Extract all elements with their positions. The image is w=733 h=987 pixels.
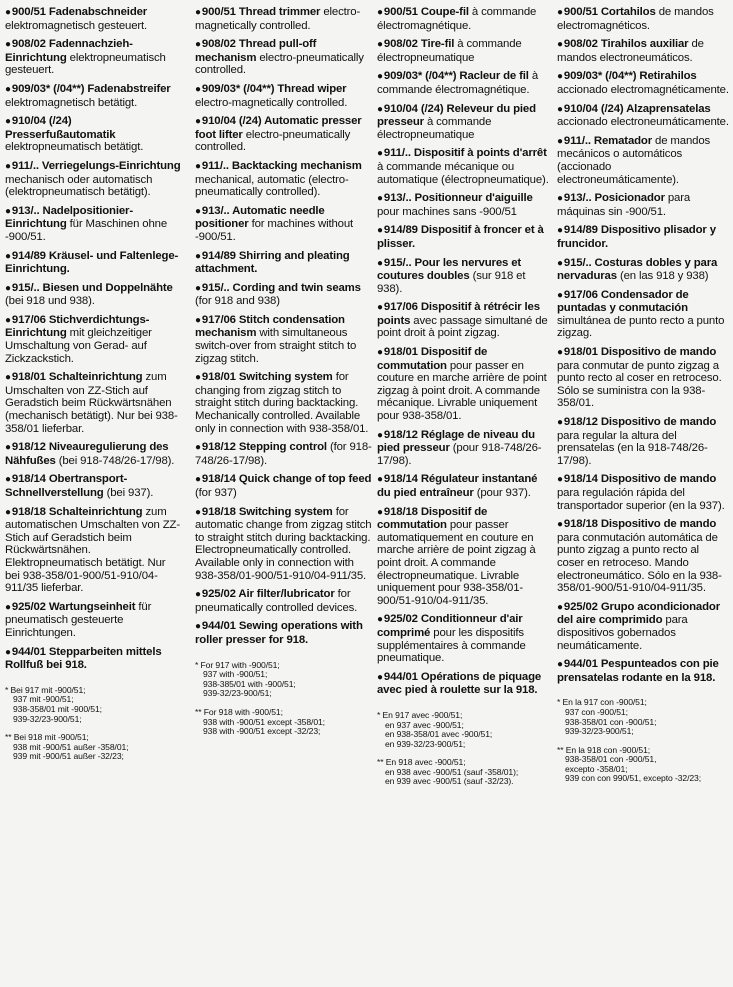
footnote-line: ** For 918 with -900/51; <box>195 706 283 717</box>
footnote-line: ** Bei 918 mit -900/51; <box>5 732 89 743</box>
footnote <box>5 733 183 762</box>
feature-title: ● 915/.. Pour les nervures et coutures doubles <box>377 257 521 283</box>
footnote <box>377 711 549 749</box>
feature-entry <box>377 346 549 423</box>
feature-description: para conmutación automática de punto zigzag a punto recto al coser en retroceso. Mando electroneumático. Sólo en la 938-358/01-900/51-910/04-911/35. <box>557 531 722 595</box>
feature-title: ● 917/06 Stichverdichtungs-Einrichtung <box>5 314 149 340</box>
feature-description: elektromagnetisch gesteuert. <box>5 19 148 32</box>
feature-title: ● 900/51 Thread trimmer <box>195 6 320 18</box>
feature-title: ● 910/04 (/24) Releveur du pied presseur <box>377 103 536 129</box>
footnote-line: en 938-358/01 avec -900/51; <box>385 729 493 740</box>
feature-description: de mandos mecánicos o automáticos (accionado electroneumáticamente). <box>557 134 711 186</box>
feature-description: (for 918 and 938) <box>195 295 280 308</box>
feature-title: ● 914/89 Dispositivo plisador y fruncidor. <box>557 224 716 250</box>
feature-entry <box>557 6 729 32</box>
feature-title: ● 944/01 Stepparbeiten mittels Rollfuß bei 918. <box>5 646 162 672</box>
feature-description: for machines without -900/51. <box>195 218 354 243</box>
feature-entry <box>377 429 549 468</box>
feature-description: electro-magnetically controlled. <box>195 96 348 109</box>
footnotes <box>377 711 549 787</box>
feature-entry <box>5 441 183 467</box>
feature-title: ● 918/12 Dispositivo de mando <box>557 416 716 428</box>
feature-entry <box>557 473 729 512</box>
feature-title: ● 917/06 Dispositif à rétrécir les points <box>377 301 540 327</box>
feature-entry <box>195 160 373 199</box>
feature-entry <box>195 314 373 365</box>
footnote-line: 937 mit -900/51; <box>13 694 74 705</box>
column-spanish <box>557 6 729 793</box>
feature-title: ● 918/12 Niveauregulierung des Nähfußes <box>5 441 169 467</box>
feature-description: (sur 918 et 938). <box>377 270 526 295</box>
feature-title: ● 900/51 Coupe-fil <box>377 6 469 18</box>
feature-title: ● 909/03* (/04**) Racleur de fil <box>377 70 529 82</box>
feature-entry <box>557 518 729 595</box>
feature-title: ● 917/06 Stitch condensation mechanism <box>195 314 345 340</box>
feature-entry <box>5 38 183 77</box>
feature-title: ● 908/02 Thread pull-off mechanism <box>195 38 316 64</box>
feature-entry <box>557 289 729 340</box>
feature-description: para máquinas sin -900/51. <box>557 192 691 218</box>
footnote-line: * En 917 avec -900/51; <box>377 709 463 720</box>
feature-entry <box>5 601 183 640</box>
footnote-line: en 938 avec -900/51 (sauf -358/01); <box>385 766 519 777</box>
feature-entry <box>5 646 183 672</box>
feature-title: ● 914/89 Shirring and pleating attachment. <box>195 250 350 276</box>
feature-description: for pneumatically controlled devices. <box>195 588 358 614</box>
footnote-line: * For 917 with -900/51; <box>195 659 280 670</box>
feature-entry <box>377 671 549 697</box>
feature-title: ● 918/18 Dispositif de commutation <box>377 506 487 532</box>
feature-entry <box>195 205 373 244</box>
feature-description: pour les dispositifs supplémentaires à commande pneumatique. <box>377 626 526 665</box>
feature-entry <box>195 115 373 154</box>
footnote-line: en 937 avec -900/51; <box>385 719 464 730</box>
feature-description: à commande électromagnétique. <box>377 6 537 32</box>
feature-title: ● 917/06 Condensador de puntadas y conmutación <box>557 289 689 315</box>
feature-description: pour machines sans -900/51 <box>377 205 517 218</box>
feature-description: simultánea de punto recto a punto zigzag. <box>557 314 725 340</box>
footnote <box>195 661 373 699</box>
feature-entry <box>377 147 549 186</box>
feature-title: ● 944/01 Opérations de piquage avec pied à roulette sur la 918. <box>377 671 541 697</box>
feature-entry <box>5 250 183 276</box>
feature-entry <box>5 83 183 109</box>
feature-title: ● 915/.. Cording and twin seams <box>195 282 361 294</box>
feature-entry <box>557 192 729 218</box>
column-english <box>195 6 373 746</box>
footnotes <box>557 698 729 784</box>
feature-entry <box>557 346 729 410</box>
footnote-line: 938 with -900/51 except -32/23; <box>203 726 321 737</box>
feature-title: ● 918/01 Dispositif de commutation <box>377 346 487 372</box>
feature-description: mit gleichzeitiger Umschaltung von Gerad- auf Zickzackstich. <box>5 327 152 365</box>
feature-description: (bei 918-748/26-17/98). <box>58 454 175 467</box>
feature-entry <box>557 38 729 64</box>
feature-title: ● 918/14 Obertransport-Schnellverstellung <box>5 473 127 499</box>
feature-description: electro-pneumatically controlled. <box>195 51 364 77</box>
footnote-line: 938-358/01 mit -900/51; <box>13 703 102 714</box>
feature-description: (for 937) <box>195 487 237 499</box>
feature-title: ● 925/02 Grupo acondicionador del aire comprimido <box>557 601 720 627</box>
feature-title: ● 910/04 (/24) Automatic presser foot lifter <box>195 115 362 141</box>
feature-description: à commande électropneumatique <box>377 38 522 64</box>
feature-entry <box>195 83 373 109</box>
feature-description: zum Umschalten von ZZ-Stich auf Geradstich beim Rückwärtsnähen (mechanisch betätigt). Nur bei 938-358/01 lieferbar. <box>5 371 178 435</box>
feature-description: with simultaneous switch-over from straight stitch to zigzag stitch. <box>195 327 357 365</box>
feature-title: ● 911/.. Dispositif à points d'arrêt <box>377 147 547 159</box>
feature-description: zum automatischen Umschalten von ZZ-Stich auf Geradstich beim Rückwärtsnähen. Elektropneumatisch betätigt. Nur bei 938-358/01-900/51-910/04-911/35 lieferbar. <box>5 505 180 595</box>
feature-title: ● 918/01 Dispositivo de mando <box>557 346 716 358</box>
feature-entry <box>5 473 183 499</box>
footnote-line: 938-358/01 con -900/51; <box>565 716 657 727</box>
column-french <box>377 6 549 796</box>
feature-title: ● 913/.. Automatic needle positioner <box>195 205 325 231</box>
feature-entry <box>195 620 373 646</box>
feature-description: para regular la altura del prensatelas (en la 918-748/26-17/98). <box>557 429 708 467</box>
feature-title: ● 900/51 Cortahilos <box>557 6 656 18</box>
feature-description: (bei 918 und 938). <box>5 295 95 308</box>
feature-description: elektromagnetisch betätigt. <box>5 96 138 109</box>
feature-title: ● 908/02 Tirahilos auxiliar <box>557 38 688 50</box>
footnote-line: 938-385/01 with -900/51; <box>203 678 296 689</box>
feature-entry <box>195 282 373 308</box>
feature-entry <box>195 506 373 583</box>
feature-description: accionado electromagnéticamente. <box>557 83 729 96</box>
column-german <box>5 6 183 771</box>
feature-title: ● 911/.. Rematador <box>557 135 652 147</box>
footnote-line: en 939 avec -900/51 (sauf -32/23). <box>385 776 514 787</box>
feature-entry <box>5 506 183 595</box>
feature-description: à commande électromagnétique. <box>377 70 539 96</box>
feature-title: ● 918/18 Switching system <box>195 506 333 518</box>
feature-title: ● 918/12 Réglage de niveau du pied presseur <box>377 429 535 455</box>
feature-description: de mandos electromagnéticos. <box>557 6 714 32</box>
feature-entry <box>195 6 373 32</box>
footnotes <box>5 686 183 762</box>
feature-description: (for 918-748/26-17/98). <box>195 441 372 467</box>
feature-entry <box>377 192 549 218</box>
feature-entry <box>377 506 549 608</box>
feature-description: avec passage simultané de point droit à point zigzag. <box>377 314 548 340</box>
feature-title: ● 913/.. Nadelpositionier-Einrichtung <box>5 205 133 231</box>
feature-description: (pour 918-748/26-17/98). <box>377 442 542 467</box>
feature-title: ● 909/03* (/04**) Thread wiper <box>195 83 346 95</box>
feature-title: ● 944/01 Pespunteados con pie prensatelas rodante en la 918. <box>557 658 719 684</box>
footnote-line: 939 con con 990/51, excepto -32/23; <box>565 773 702 784</box>
feature-entry <box>557 658 729 684</box>
feature-entry <box>557 70 729 96</box>
feature-description: para regulación rápida del transportador superior (en la 937). <box>557 487 725 512</box>
feature-title: ● 918/18 Dispositivo de mando <box>557 518 716 530</box>
feature-title: ● 900/51 Fadenabschneider <box>5 6 147 18</box>
feature-description: à commande électropneumatique <box>377 116 492 141</box>
feature-entry <box>377 257 549 296</box>
feature-entry <box>5 314 183 365</box>
feature-entry <box>377 70 549 96</box>
feature-description: accionado electroneumáticamente. <box>557 116 729 129</box>
feature-entry <box>557 135 729 186</box>
footnote-line: 938 with -900/51 except -358/01; <box>203 716 325 727</box>
footnote-line: 939-32/23-900/51; <box>565 726 634 737</box>
feature-description: elektropneumatisch betätigt. <box>5 141 144 154</box>
feature-entry <box>557 416 729 467</box>
footnote-line: ** En la 918 con -900/51; <box>557 744 651 755</box>
feature-description: (en las 918 y 938) <box>619 270 709 283</box>
feature-entry <box>5 371 183 435</box>
feature-title: ● 918/14 Quick change of top feed <box>195 473 371 485</box>
footnote <box>5 686 183 724</box>
feature-entry <box>5 115 183 154</box>
feature-title: ● 918/18 Schalteinrichtung <box>5 506 143 518</box>
feature-entry <box>195 38 373 77</box>
footnote-line: 937 con -900/51; <box>565 706 628 717</box>
feature-title: ● 944/01 Sewing operations with roller presser for 918. <box>195 620 363 646</box>
feature-description: pour passer automatiquement en couture en marche arrière de point zigzag à point droit. A commande électropneumatique. Livrable uniquement pour 938-358/01-900/51-910/04-911/35. <box>377 519 536 607</box>
feature-entry <box>5 282 183 308</box>
footnote-line: excepto -358/01; <box>565 763 628 774</box>
footnote-line: 939 mit -900/51 außer -32/23; <box>13 751 124 762</box>
feature-title: ● 918/14 Régulateur instantané du pied entraîneur <box>377 473 537 499</box>
footnote-line: en 939-32/23-900/51; <box>385 738 466 749</box>
feature-entry <box>195 473 373 499</box>
feature-description: for automatic change from zigzag stitch to straight stitch during backtacking. Electropneumatically controlled. Available only in connection with 938-358/01-900/51-910/04-911/35. <box>195 505 372 582</box>
feature-description: für Maschinen ohne -900/51. <box>5 218 168 243</box>
feature-entry <box>557 224 729 250</box>
feature-description: para dispositivos gobernados neumáticamente. <box>557 614 688 652</box>
feature-title: ● 915/.. Biesen und Doppelnähte <box>5 282 173 294</box>
feature-description: electro-magnetically controlled. <box>195 6 361 32</box>
feature-title: ● 910/04 (/24) Alzaprensatelas <box>557 103 711 115</box>
feature-description: für pneumatisch gesteuerte Einrichtungen. <box>5 600 152 639</box>
footnote-line: 939-32/23-900/51; <box>203 688 272 699</box>
feature-description: à commande mécanique ou automatique (électropneumatique). <box>377 160 549 186</box>
footnote-line: * En la 917 con -900/51; <box>557 697 647 708</box>
feature-entry <box>377 6 549 32</box>
footnote-line: 938-358/01 con -900/51, <box>565 754 657 765</box>
feature-title: ● 909/03* (/04**) Fadenabstreifer <box>5 83 171 95</box>
footnote-line: * Bei 917 mit -900/51; <box>5 684 86 695</box>
feature-entry <box>557 257 729 283</box>
footnote <box>557 698 729 736</box>
feature-description: mechanical, automatic (electro-pneumatically controlled). <box>195 173 349 199</box>
feature-entry <box>195 441 373 467</box>
feature-title: ● 918/01 Schalteinrichtung <box>5 371 143 383</box>
feature-entry <box>5 205 183 244</box>
feature-title: ● 911/.. Verriegelungs-Einrichtung <box>5 160 181 172</box>
feature-description: elektropneumatisch gesteuert. <box>5 51 166 77</box>
feature-entry <box>5 6 183 32</box>
feature-entry <box>377 473 549 499</box>
feature-description: de mandos electroneumáticos. <box>557 38 704 64</box>
feature-title: ● 915/.. Costuras dobles y para nervaduras <box>557 257 717 283</box>
feature-entry <box>377 301 549 340</box>
feature-description: mechanisch oder automatisch (elektropneumatisch betätigt). <box>5 173 153 199</box>
feature-description: (pour 937). <box>476 487 531 499</box>
feature-title: ● 918/12 Stepping control <box>195 441 327 453</box>
footnote-line: ** En 918 avec -900/51; <box>377 757 466 768</box>
feature-title: ● 909/03* (/04**) Retirahilos <box>557 70 697 82</box>
feature-entry <box>557 103 729 129</box>
feature-entry <box>195 250 373 276</box>
feature-entry <box>195 371 373 435</box>
feature-title: ● 925/02 Wartungseinheit <box>5 601 135 613</box>
feature-entry <box>377 613 549 664</box>
feature-title: ● 913/.. Positionneur d'aiguille <box>377 192 533 204</box>
footnote <box>557 746 729 784</box>
feature-entry <box>5 160 183 199</box>
feature-description: for changing from zigzag stitch to straight stitch during backtacking. Mechanically controlled. Available only in connection with 938-358/01. <box>195 371 369 435</box>
footnote-line: 937 with -900/51; <box>203 669 268 680</box>
feature-title: ● 918/01 Switching system <box>195 371 333 383</box>
feature-entry <box>377 38 549 64</box>
feature-title: ● 914/89 Kräusel- und Faltenlege-Einrichtung. <box>5 250 178 276</box>
feature-entry <box>377 224 549 250</box>
footnote-line: 939-32/23-900/51; <box>13 713 82 724</box>
footnotes <box>195 661 373 737</box>
feature-description: pour passer en couture en marche arrière de point zigzag à point droit. A commande mécanique. Livrable uniquement pour 938-358/01. <box>377 359 547 423</box>
feature-title: ● 925/02 Air filter/lubricator <box>195 588 335 600</box>
footnote-line: 938 mit -900/51 außer -358/01; <box>13 741 129 752</box>
feature-description: para conmutar de punto zigzag a punto recto al coser en retroceso. Sólo se suministra con la 938-358/01. <box>557 359 722 410</box>
feature-entry <box>195 588 373 614</box>
feature-entry <box>557 601 729 652</box>
feature-title: ● 918/14 Dispositivo de mando <box>557 473 716 485</box>
feature-title: ● 911/.. Backtacking mechanism <box>195 160 362 172</box>
feature-title: ● 925/02 Conditionneur d'air comprimé <box>377 613 523 639</box>
footnote <box>377 758 549 787</box>
feature-description: (bei 937). <box>106 487 154 499</box>
footnote <box>195 708 373 737</box>
feature-description: electro-pneumatically controlled. <box>195 128 351 154</box>
feature-title: ● 914/89 Dispositif à froncer et à plisser. <box>377 224 544 250</box>
feature-title: ● 913/.. Posicionador <box>557 192 665 204</box>
feature-title: ● 908/02 Tire-fil <box>377 38 454 50</box>
feature-title: ● 910/04 (/24) Presserfußautomatik <box>5 115 115 141</box>
feature-entry <box>377 103 549 142</box>
feature-title: ● 908/02 Fadennachzieh-Einrichtung <box>5 38 133 64</box>
